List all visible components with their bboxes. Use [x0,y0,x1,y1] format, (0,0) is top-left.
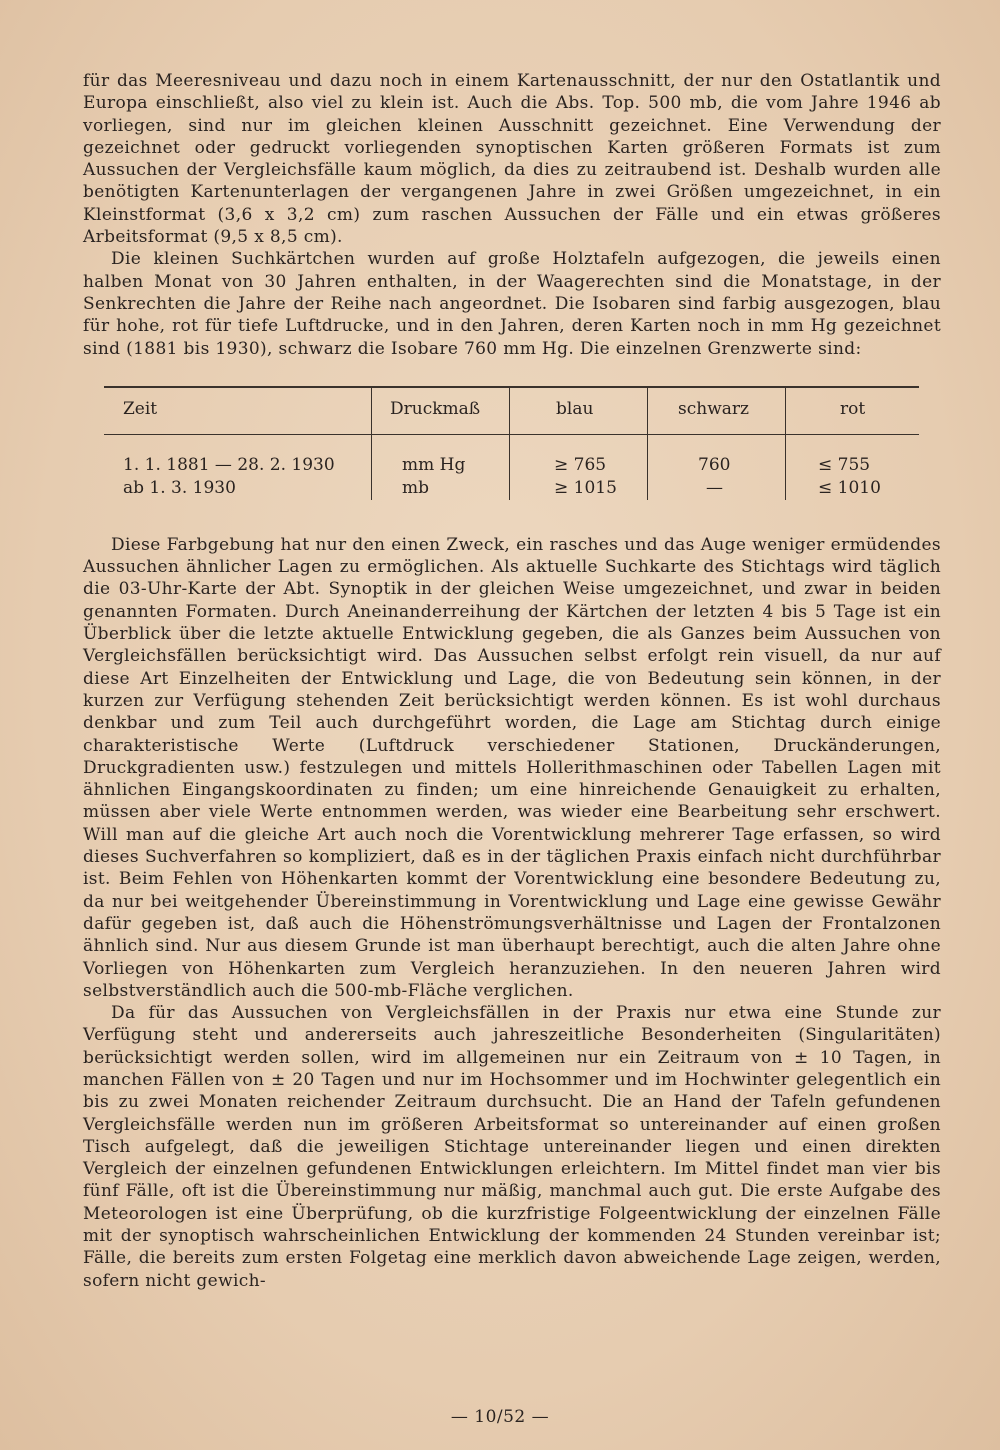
page-number: — 10/52 — [450,1407,550,1427]
header-druckmass: Druckmaß [390,398,481,419]
cell-rot: ≤ 1010 [818,477,881,498]
table-top-rule [104,386,919,388]
cell-blau: ≥ 1015 [554,477,617,498]
cell-rot: ≤ 755 [818,454,871,475]
cell-blau: ≥ 765 [554,454,607,475]
cell-druckmass: mb [402,477,430,498]
table-divider [371,388,372,500]
header-rot: rot [840,398,866,419]
header-schwarz: schwarz [678,398,749,419]
table-divider [785,388,786,500]
cell-zeit: ab 1. 3. 1930 [123,477,236,498]
cell-druckmass: mm Hg [402,454,466,475]
paragraph-3: Diese Farbgebung hat nur den einen Zweck, ein rasches und das Auge weniger ermüdendes Aussuchen ähnlicher Lagen zu ermöglichen. Als aktuelle Suchkarte des Stichtags wird täglich die 03-Uhr-Karte der Abt. Synoptik in der gleichen Weise umgezeichnet, und zwar in beiden genannten Formaten. Durch Aneinanderreihung der Kärtchen der letzten 4 bis 5 Tage ist ein Überblick über die letzte aktuelle Entwicklung gegeben, die als Ganzes beim Aussuchen von Vergleichsfällen berücksichtigt wird. Das Aussuchen selbst erfolgt rein visuell, da nur auf diese Art Einzelheiten der Entwicklung und Lage, die von Bedeutung sein können, in der kurzen zur Verfügung stehenden Zeit berücksichtigt werden können. Es ist wohl durchaus denkbar und zum Teil auch durchgeführt worden, die Lage am Stichtag durch einige charakteristische Werte (Luftdruck verschiedener Stationen, Druckänderungen, Druckgradienten usw.) festzulegen und mittels Hollerithmaschinen oder Tabellen Lagen mit ähnlichen Eingangskoordinaten zu finden; um eine hinreichende Genauigkeit zu erhalten, müssen aber viele Werte entnommen werden, was wieder eine Bearbeitung sehr erschwert. Will man auf die gleiche Art auch noch die Vorentwicklung mehrerer Tage erfassen, so wird dieses Suchverfahren so kompliziert, daß es in der täglichen Praxis einfach nicht durchführbar ist. Beim Fehlen von Höhenkarten kommt der Vorentwicklung eine besondere Bedeutung zu, da nur bei weitgehender Übereinstimmung in Vorentwicklung und Lage eine gewisse Gewähr dafür gegeben ist, daß auch die Höhenströmungsverhältnisse und Lagen der Frontalzonen ähnlich sind. Nur aus diesem Grunde ist man überhaupt berechtigt, auch die alten Jahre ohne Vorliegen von Höhenkarten zum Vergleich heranzuziehen. In den neueren Jahren wird selbstverständlich auch die 500-mb-Fläche verglichen. [83,534,941,1001]
header-blau: blau [556,398,594,419]
table-divider [647,388,648,500]
cell-schwarz: 760 [698,454,731,475]
header-zeit: Zeit [123,398,158,419]
paragraph-4: Da für das Aussuchen von Vergleichsfällen in der Praxis nur etwa eine Stunde zur Verfügung steht und andererseits auch jahreszeitliche Besonderheiten (Singularitäten) berücksichtigt werden sollen, wird im allgemeinen nur ein Zeitraum von ± 10 Tagen, in manchen Fällen von ± 20 Tagen und nur im Hochsommer und im Hochwinter gelegentlich ein bis zu zwei Monaten reichender Zeitraum durchsucht. Die an Hand der Tafeln gefundenen Vergleichsfälle werden nun im größeren Arbeitsformat so untereinander auf einen großen Tisch aufgelegt, daß die jeweiligen Stichtage untereinander liegen und einen direkten Vergleich der einzelnen gefundenen Entwicklungen erleichtern. Im Mittel findet man vier bis fünf Fälle, oft ist die Übereinstimmung nur mäßig, manchmal auch gut. Die erste Aufgabe des Meteorologen ist eine Überprüfung, ob die kurzfristige Folgeentwicklung der einzelnen Fälle mit der synoptisch wahrscheinlichen Entwicklung der kommenden 24 Stunden vereinbar ist; Fälle, die bereits zum ersten Folgetag eine merklich davon abweichende Lage zeigen, werden, sofern nicht gewich- [83,1003,941,1291]
cell-schwarz: — [706,477,723,498]
table-header-rule [104,434,919,435]
page-body [83,70,941,1292]
cell-zeit: 1. 1. 1881 — 28. 2. 1930 [123,454,335,475]
paragraph-2: Die kleinen Suchkärtchen wurden auf große Holztafeln aufgezogen, die jeweils einen halben Monat von 30 Jahren enthalten, in der Waagerechten sind die Monatstage, in der Senkrechten die Jahre der Reihe nach angeordnet. Die Isobaren sind farbig ausgezogen, blau für hohe, rot für tiefe Luftdrucke, und in den Jahren, deren Karten noch in mm Hg gezeichnet sind (1881 bis 1930), schwarz die Isobare 760 mm Hg. Die einzelnen Grenzwerte sind: [83,249,941,359]
table-divider [509,388,510,500]
threshold-table [104,386,919,506]
paragraph-1: für das Meeresniveau und dazu noch in einem Kartenausschnitt, der nur den Ostatlantik und Europa einschließt, also viel zu klein ist. Auch die Abs. Top. 500 mb, die vom Jahre 1946 ab vorliegen, sind nur im gleichen kleinen Ausschnitt gezeichnet. Eine Verwendung der gezeichnet oder gedruckt vorliegenden synoptischen Karten größeren Formats ist zum Aussuchen der Vergleichsfälle kaum möglich, da dies zu zeitraubend ist. Deshalb wurden alle benötigten Kartenunterlagen der vergangenen Jahre in zwei Größen umgezeichnet, in ein Kleinstformat (3,6 x 3,2 cm) zum raschen Aussuchen der Fälle und ein etwas größeres Arbeitsformat (9,5 x 8,5 cm). [83,71,941,248]
